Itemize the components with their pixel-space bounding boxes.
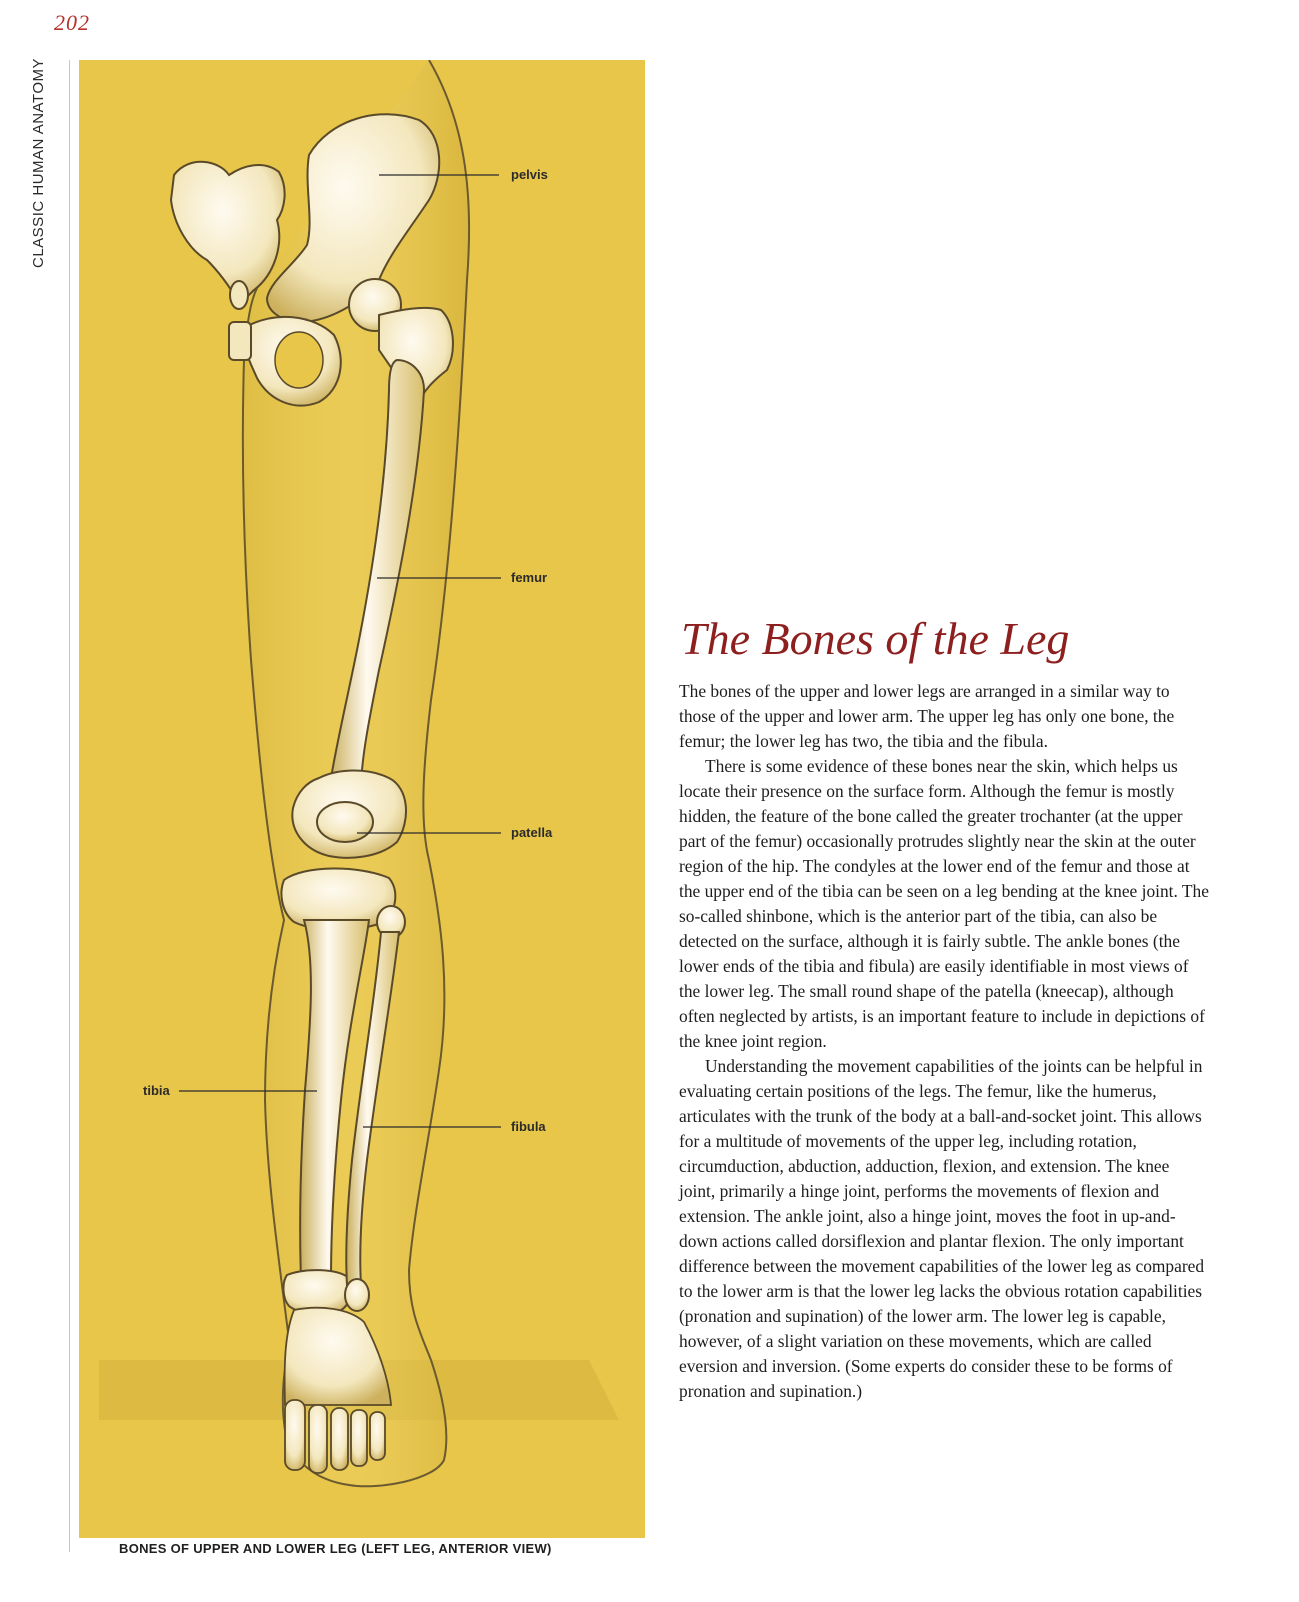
article-paragraph-2: There is some evidence of these bones near the skin, which helps us locate their presence on the surface form. Although the femur is mostly hidden, the feature of the bone called the greater trochanter (at the upper part of the femur) occasionally protrudes slightly near the skin at the outer region of the hip. The condyles at the lower end of the femur and those at the upper end of the tibia can be seen on a leg bending at the knee joint. The so-called shinbone, which is the anterior part of the tibia, can also be detected on the surface, although it is fairly subtle. The ankle bones (the lower ends of the tibia and fibula) are easily identifiable in most views of the lower leg. The small round shape of the patella (kneecap), although often neglected by artists, is an important feature to include in depictions of the knee joint region. (679, 756, 1209, 1051)
leg-bones-illustration (79, 60, 645, 1538)
running-head: CLASSIC HUMAN ANATOMY (30, 58, 47, 268)
label-patella: patella (511, 825, 553, 840)
article-paragraph-1: The bones of the upper and lower legs are arranged in a similar way to those of the upper and lower arm. The upper leg has only one bone, the femur; the lower leg has two, the tibia and the fibula. (679, 681, 1175, 751)
article-paragraph-3: Understanding the movement capabilities of the joints can be helpful in evaluating certain positions of the legs. The femur, like the humerus, articulates with the trunk of the body at a ball-and-socket joint. This allows for a multitude of movements of the upper leg, including rotation, circumduction, abduction, adduction, flexion, and extension. The knee joint, primarily a hinge joint, performs the movements of flexion and extension. The ankle joint, also a hinge joint, moves the foot in up-and-down actions called dorsiflexion and plantar flexion. The only important difference between the movement capabilities of the lower leg as compared to the lower arm is that the lower leg lacks the obvious rotation capabilities (pronation and supination) of the lower arm. The lower leg is capable, however, of a slight variation on these movements, which are called eversion and inversion. (Some experts do consider these to be forms of pronation and supination.) (679, 1056, 1205, 1401)
label-tibia: tibia (143, 1083, 170, 1098)
article (679, 612, 1209, 1404)
label-femur: femur (511, 570, 548, 585)
figure-caption: BONES OF UPPER AND LOWER LEG (LEFT LEG, ANTERIOR VIEW) (119, 1541, 552, 1556)
page-number: 202 (54, 10, 90, 35)
article-title: The Bones of the Leg (681, 613, 1070, 664)
margin-rule (69, 60, 70, 1552)
label-pelvis: pelvis (511, 167, 548, 182)
patella-bone (317, 802, 373, 842)
label-fibula: fibula (511, 1119, 546, 1134)
